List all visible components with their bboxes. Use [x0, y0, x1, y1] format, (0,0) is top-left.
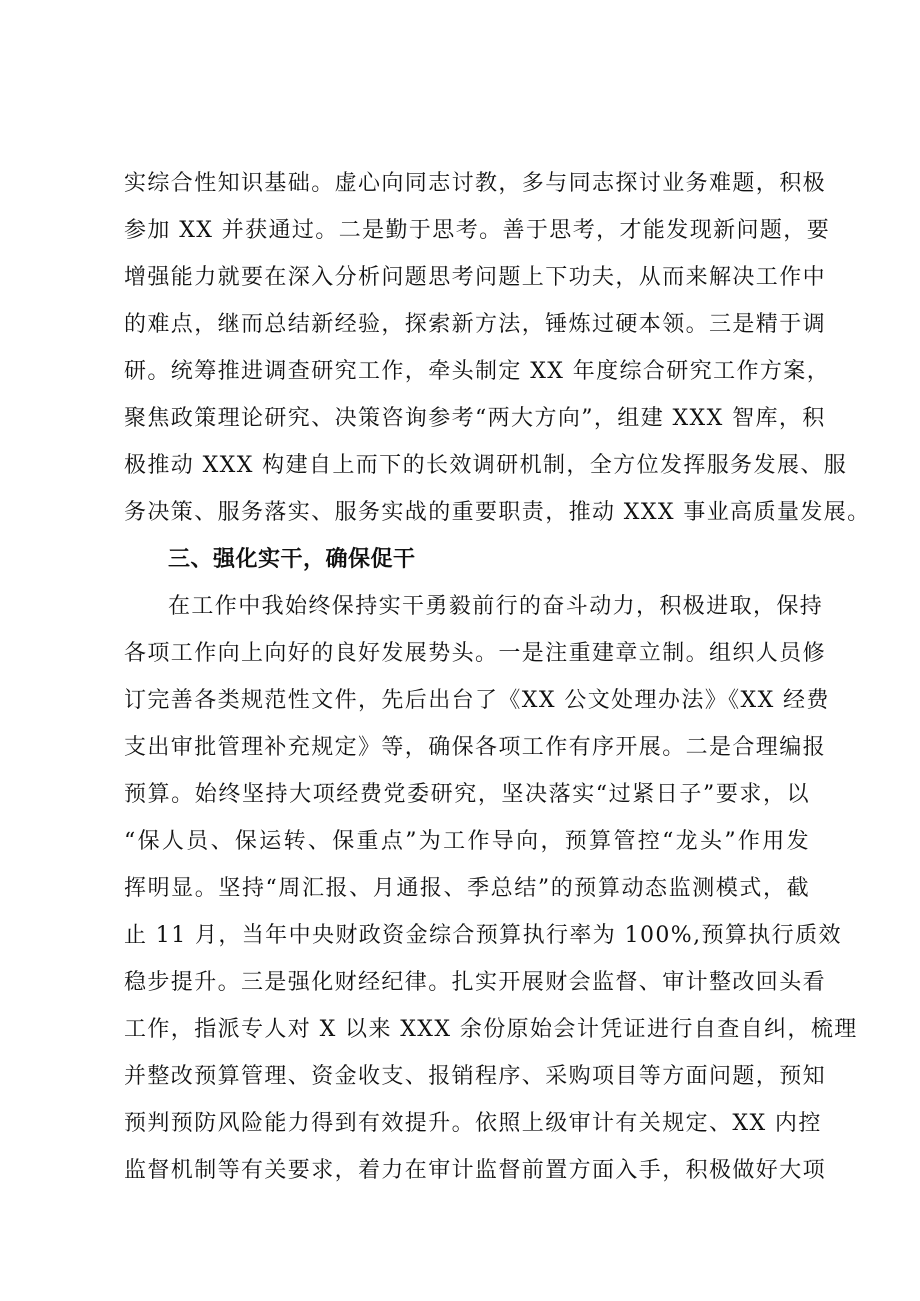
- paragraph-line: 实综合性知识基础。虚心向同志讨教，多与同志探讨业务难题，积极: [124, 171, 827, 196]
- paragraph-line: 增强能力就要在深入分析问题思考问题上下功夫，从而来解决工作中: [124, 265, 827, 290]
- paragraph-line: 并整改预算管理、资金收支、报销程序、采购项目等方面问题，预知: [124, 1064, 827, 1089]
- paragraph-continued: [124, 160, 871, 536]
- paragraph-line: 的难点，继而总结新经验，探索新方法，锤炼过硬本领。三是精于调: [124, 312, 827, 337]
- paragraph-line: 支出审批管理补充规定》等，确保各项工作有序开展。二是合理编报: [124, 735, 827, 760]
- paragraph-line: 预判预防风险能力得到有效提升。依照上级审计有关规定、XX 内控: [124, 1111, 822, 1136]
- paragraph-line: 聚焦政策理论研究、决策咨询参考“两大方向”，组建 XXX 智库，积: [124, 406, 826, 431]
- paragraph-line: 订完善各类规范性文件，先后出台了《XX 公文处理办法》《XX 经费: [124, 688, 830, 713]
- paragraph-line: 务决策、服务落实、服务实战的重要职责，推动 XXX 事业高质量发展。: [124, 500, 871, 525]
- paragraph-line: 稳步提升。三是强化财经纪律。扎实开展财会监督、审计整改回头看: [124, 970, 827, 995]
- paragraph-line: 工作，指派专人对 X 以来 XXX 余份原始会计凭证进行自查自纠，梳理: [124, 1017, 858, 1042]
- paragraph-line: “保人员、保运转、保重点”为工作导向，预算管控“龙头”作用发: [124, 829, 810, 854]
- paragraph-line: 各项工作向上向好的良好发展势头。一是注重建章立制。组织人员修: [124, 641, 827, 666]
- paragraph-line: 监督机制等有关要求，着力在审计监督前置方面入手，积极做好大项: [124, 1158, 827, 1183]
- paragraph-line: 挥明显。坚持“周汇报、月通报、季总结”的预算动态监测模式，截: [124, 876, 810, 901]
- paragraph-line: 研。统筹推进调查研究工作，牵头制定 XX 年度综合研究工作方案，: [124, 359, 831, 384]
- paragraph-line: 止 11 月，当年中央财政资金综合预算执行率为 100%,预算执行质效: [124, 923, 842, 948]
- paragraph-line: 参加 XX 并获通过。二是勤于思考。善于思考，才能发现新问题，要: [124, 218, 831, 243]
- paragraph-line: 极推动 XXX 构建自上而下的长效调研机制，全方位发挥服务发展、服: [124, 453, 848, 478]
- paragraph-line: 预算。始终坚持大项经费党委研究，坚决落实“过紧日子”要求，以: [124, 782, 810, 807]
- paragraph-section-three: [124, 583, 858, 1194]
- paragraph-line: 在工作中我始终保持实干勇毅前行的奋斗动力，积极进取，保持: [168, 594, 824, 619]
- section-heading: 三、强化实干，确保促干: [168, 547, 416, 572]
- document-body: [124, 160, 871, 1194]
